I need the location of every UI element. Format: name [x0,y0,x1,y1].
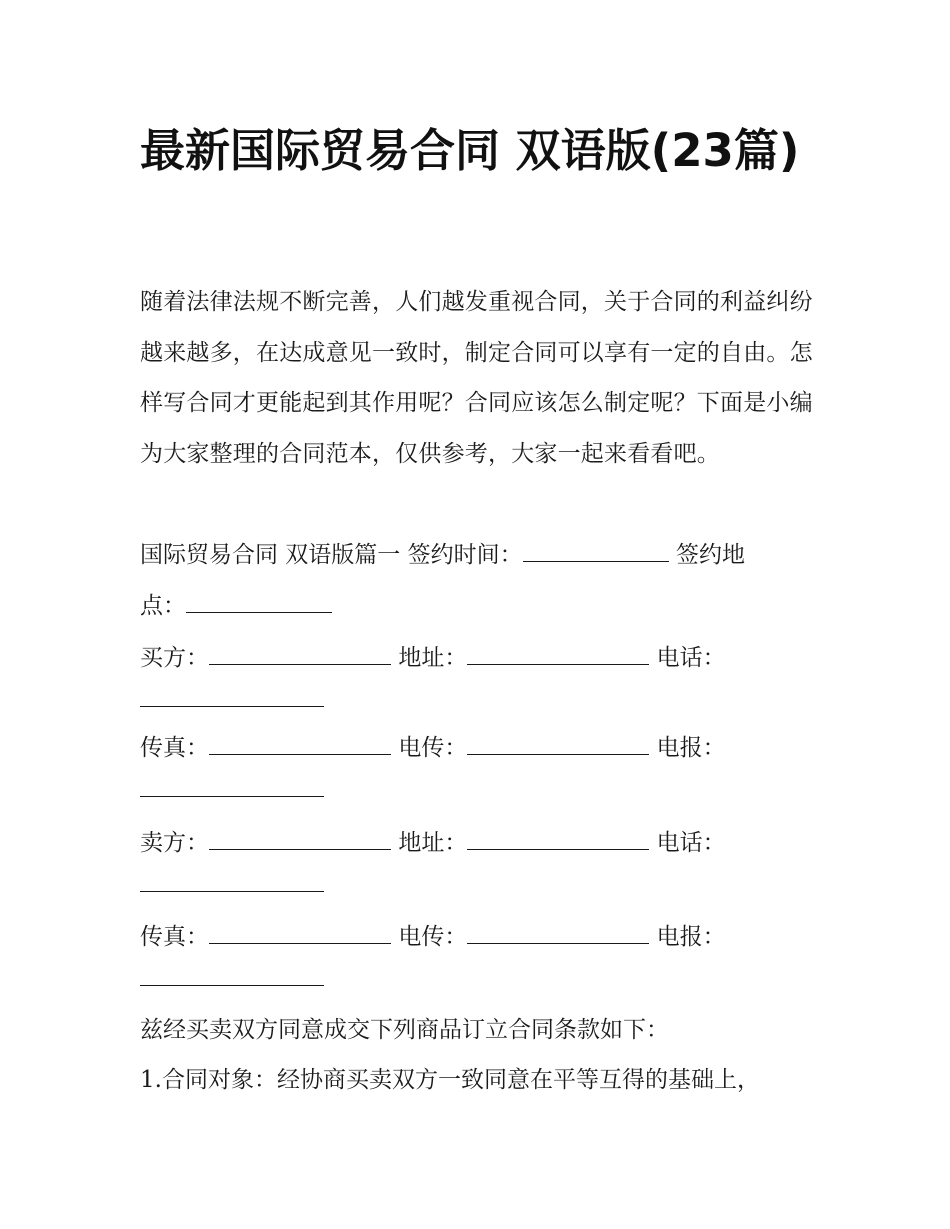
seller-address-label: 地址： [398,830,468,856]
seller-telex-blank [467,921,649,944]
sign-time-blank [523,539,669,562]
seller-phone-line [140,867,324,903]
buyer-phone-line [140,682,324,718]
buyer-cable-line [140,772,324,808]
seller-fax-line [140,919,726,955]
buyer-fax-blank [209,732,391,755]
seller-phone-label: 电话： [656,830,726,856]
buyer-blank [209,642,391,665]
buyer-cable-label: 电报： [656,735,726,761]
sign-place-label-cont: 点： [140,593,186,619]
document-title: 最新国际贸易合同 双语版(23篇) [140,124,800,177]
signing-place-line [140,588,332,624]
agreement-text: 兹经买卖双方同意成交下列商品订立合同条款如下： [140,1017,669,1043]
signing-line [140,537,745,573]
clause-1: 1.合同对象：经协商买卖双方一致同意在平等互得的基础上， [140,1067,760,1093]
seller-cable-label: 电报： [656,924,726,950]
buyer-line [140,640,726,676]
seller-phone-blank [140,869,324,892]
section-heading: 国际贸易合同 双语版篇一 [140,542,401,568]
sign-place-blank [186,590,332,613]
buyer-address-blank [467,642,649,665]
sign-time-label: 签约时间： [407,542,523,568]
seller-label: 卖方： [140,830,209,856]
buyer-fax-label: 传真： [140,735,209,761]
buyer-telex-label: 电传： [398,735,468,761]
seller-cable-line [140,961,324,997]
seller-fax-label: 传真： [140,924,209,950]
seller-cable-blank [140,963,324,986]
buyer-label: 买方： [140,645,209,671]
buyer-cable-blank [140,774,324,797]
intro-paragraph: 随着法律法规不断完善，人们越发重视合同，关于合同的利益纠纷越来越多，在达成意见一致时，制定合同可以享有一定的自由。怎样写合同才更能起到其作用呢？合同应该怎么制定呢？下面是小编为大家整理的合同范本，仅供参考，大家一起来看看吧。 [140,289,813,467]
sign-place-label: 签约地 [675,542,745,568]
buyer-telex-blank [467,732,649,755]
seller-address-blank [467,827,649,850]
buyer-phone-blank [140,684,324,707]
seller-blank [209,827,391,850]
buyer-phone-label: 电话： [656,645,726,671]
seller-telex-label: 电传： [398,924,468,950]
buyer-fax-line [140,730,726,766]
buyer-address-label: 地址： [398,645,468,671]
seller-fax-blank [209,921,391,944]
seller-line [140,825,726,861]
